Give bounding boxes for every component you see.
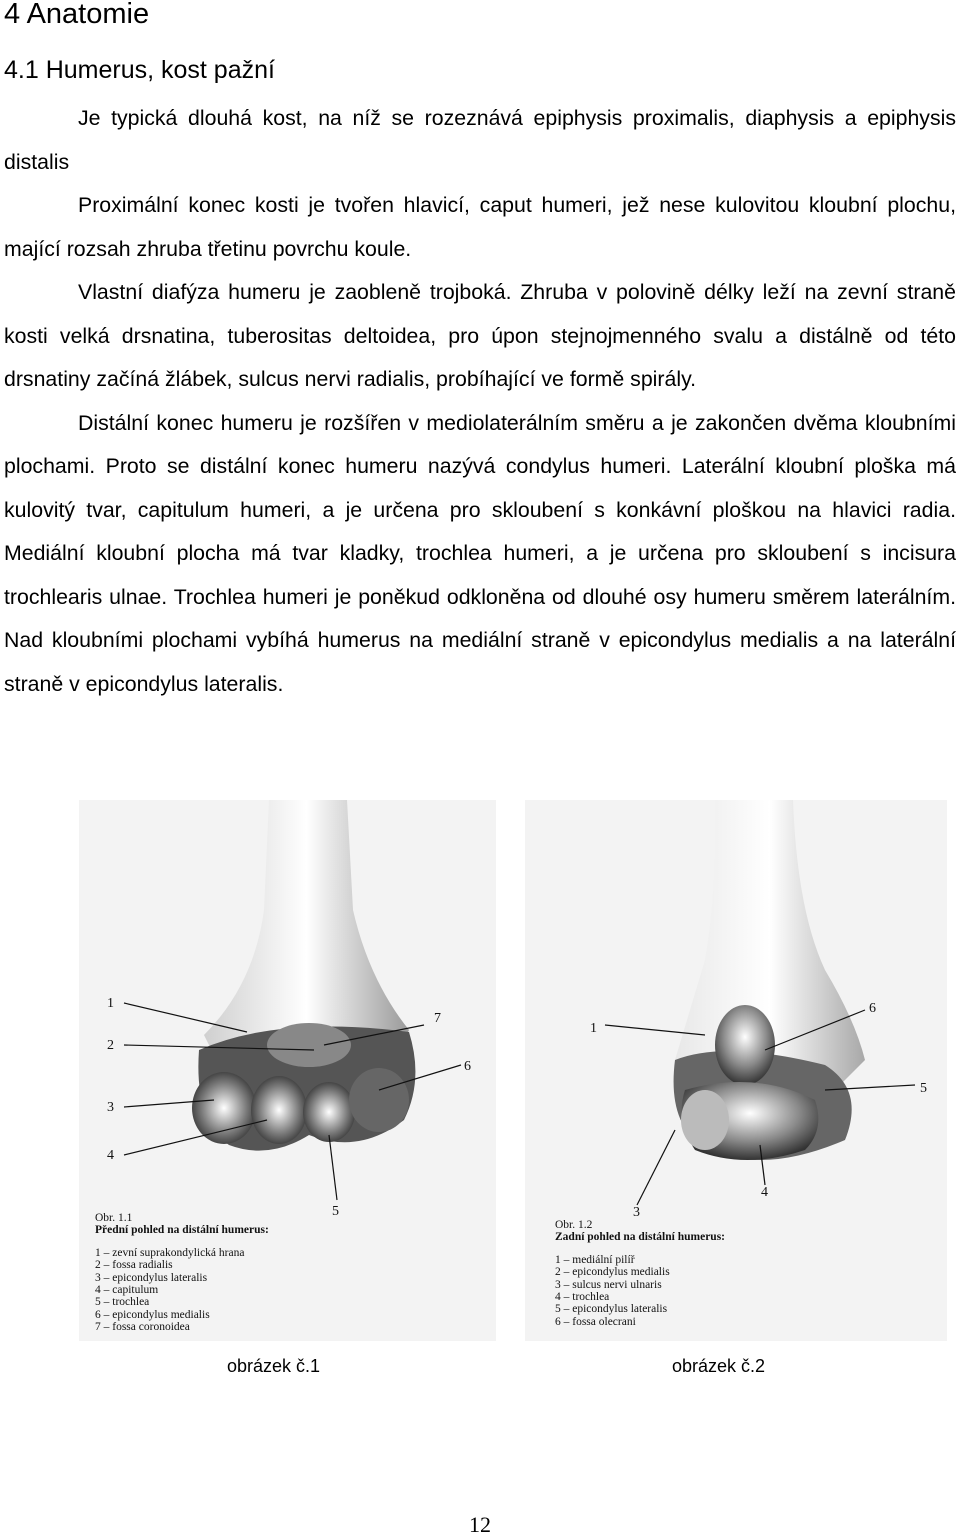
paragraph: Distální konec humeru je rozšířen v mediolaterálním směru a je zakončen dvěma kloubními plochami. Proto se distální konec humeru nazývá condylus humeri. Laterální kloubní ploška má kulovitý tvar, capitulum humeri, a je určena pro skloubení s konkávní ploškou na hlavici radia. Mediální kloubní plocha má tvar kladky, trochlea humeri, a je určena pro skloubení s incisura trochlearis ulnae. Trochlea humeri je poněkud odkloněna od dlouhé osy humeru směrem laterálním. Nad kloubními plochami vybíhá humerus na mediální straně v epicondylus medialis a na laterální straně v epicondylus lateralis.: [4, 410, 956, 696]
callout-number: 5: [920, 1081, 927, 1096]
legend-item: 1 – mediální pilíř: [555, 1253, 635, 1266]
figure-2-label: obrázek č.2: [672, 1356, 766, 1376]
legend-item: 6 – epicondylus medialis: [95, 1308, 210, 1321]
callout-number: 1: [590, 1021, 597, 1036]
body-text: [4, 97, 956, 706]
legend-item: 2 – epicondylus medialis: [555, 1266, 670, 1279]
section-heading: 4.1 Humerus, kost pažní: [4, 56, 275, 84]
legend-item: 7 – fossa coronoidea: [95, 1321, 190, 1334]
figure-1-label: obrázek č.1: [227, 1356, 321, 1376]
legend-item: 4 – capitulum: [95, 1284, 159, 1297]
figure-1-caption: [95, 1212, 269, 1334]
legend-item: 4 – trochlea: [555, 1291, 610, 1304]
callout-number: 4: [761, 1185, 768, 1200]
figure-2-caption: [555, 1219, 725, 1328]
caption-title: Obr. 1.2: [555, 1219, 593, 1231]
legend-item: 3 – sulcus nervi ulnaris: [555, 1278, 662, 1291]
callout-number: 2: [107, 1038, 114, 1053]
legend-item: 5 – epicondylus lateralis: [555, 1303, 668, 1316]
legend-item: 1 – zevní suprakondylická hrana: [95, 1246, 245, 1259]
callout-number: 1: [107, 996, 114, 1011]
callout-number: 5: [332, 1204, 339, 1219]
figure-2-image: [525, 800, 947, 1341]
paragraph: Proximální konec kosti je tvořen hlavicí, caput humeri, jež nese kulovitou kloubní plochu, mající rozsah zhruba třetinu povrchu koule.: [4, 193, 956, 261]
paragraph: Je typická dlouhá kost, na níž se rozeznává epiphysis proximalis, diaphysis a epiphysis distalis: [4, 106, 956, 174]
caption-subtitle: Přední pohled na distální humerus:: [95, 1224, 269, 1237]
legend-item: 2 – fossa radialis: [95, 1259, 173, 1272]
paragraph: Vlastní diafýza humeru je zaobleně trojboká. Zhruba v polovině délky leží na zevní straně kosti velká drsnatina, tuberositas deltoidea, pro úpon stejnojmenného svalu a distálně od této drsnatiny začíná žlábek, sulcus nervi radialis, probíhající ve formě spirály.: [4, 280, 956, 391]
callout-number: 4: [107, 1148, 114, 1163]
caption-title: Obr. 1.1: [95, 1212, 133, 1224]
callout-number: 3: [107, 1100, 114, 1115]
chapter-heading: 4 Anatomie: [4, 0, 150, 30]
callout-number: 6: [869, 1001, 876, 1016]
legend-item: 3 – epicondylus lateralis: [95, 1271, 208, 1284]
page-number: 12: [469, 1512, 491, 1537]
legend-item: 6 – fossa olecrani: [555, 1315, 636, 1328]
figure-1-image: [79, 800, 496, 1341]
callout-number: 7: [434, 1011, 441, 1026]
callout-number: 6: [464, 1059, 471, 1074]
callout-number: 3: [633, 1205, 640, 1220]
legend-item: 5 – trochlea: [95, 1296, 150, 1309]
caption-subtitle: Zadní pohled na distální humerus:: [555, 1231, 726, 1244]
